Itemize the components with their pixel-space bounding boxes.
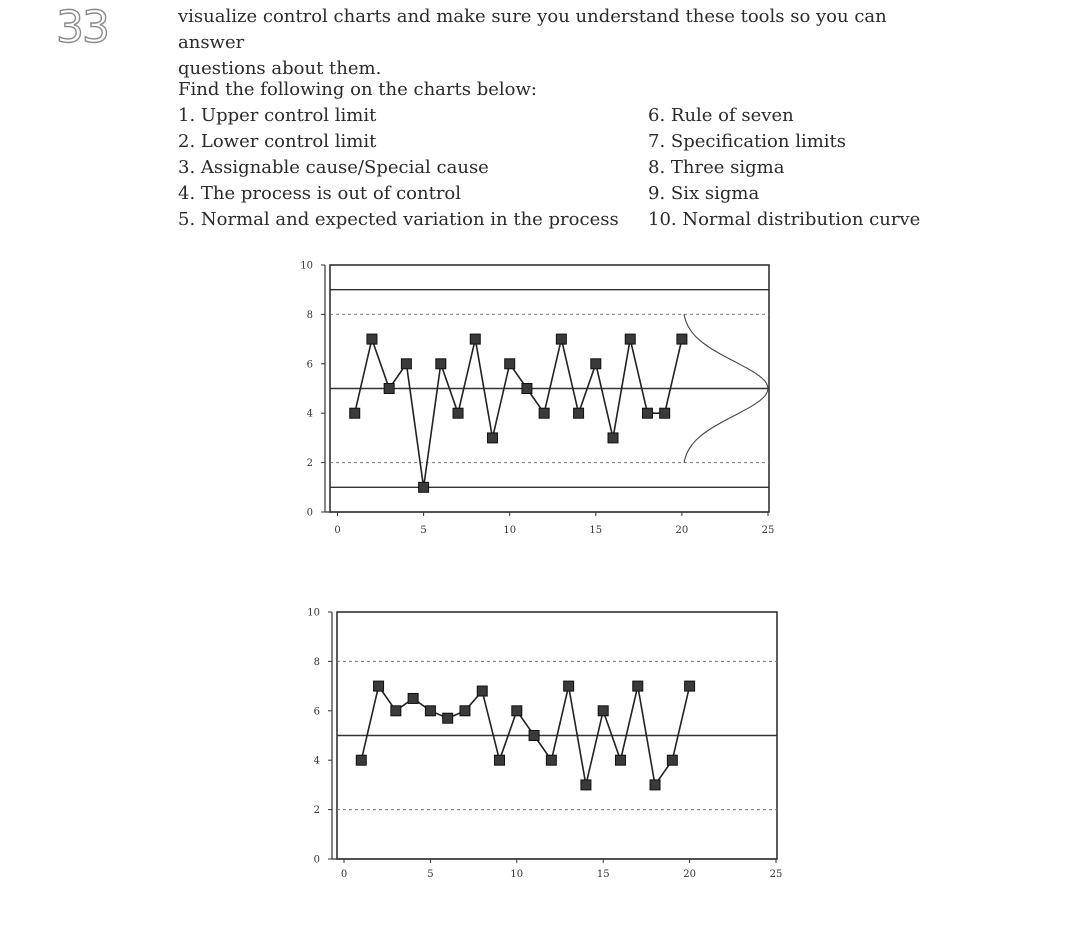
y-tick-label: 2: [313, 805, 320, 817]
data-point: [650, 780, 660, 790]
data-point: [477, 686, 487, 696]
data-point: [408, 693, 418, 703]
data-point: [460, 706, 470, 716]
list-item: 7. Specification limits: [648, 131, 847, 152]
x-tick-label: 0: [334, 525, 341, 536]
intro-line-1: visualize control charts and make sure you understand these tools so you can answer: [178, 6, 887, 53]
data-point: [615, 755, 625, 765]
data-point: [633, 681, 643, 691]
list-item: 2. Lower control limit: [178, 131, 377, 152]
x-tick-label: 20: [675, 525, 689, 536]
list-item: 5. Normal and expected variation in the process: [178, 209, 619, 230]
data-point: [581, 780, 591, 790]
data-point: [512, 706, 522, 716]
x-tick-label: 15: [596, 869, 610, 880]
y-tick-label: 2: [306, 458, 313, 470]
data-point: [443, 713, 453, 723]
y-tick-label: 10: [300, 260, 313, 272]
x-tick-label: 20: [683, 869, 696, 880]
data-point: [546, 755, 556, 765]
x-tick-label: 25: [761, 525, 775, 536]
list-item: 3. Assignable cause/Special cause: [178, 157, 489, 178]
x-tick-label: 5: [420, 525, 427, 536]
data-point: [564, 681, 574, 691]
y-tick-label: 6: [306, 359, 313, 371]
data-point: [374, 681, 384, 691]
intro-line-2: questions about them.: [178, 58, 382, 79]
x-tick-label: 10: [503, 525, 517, 536]
list-item: 4. The process is out of control: [178, 183, 462, 204]
y-tick-label: 4: [306, 408, 313, 420]
list-item: 1. Upper control limit: [178, 105, 377, 126]
data-point: [598, 706, 608, 716]
data-point: [495, 755, 505, 765]
x-tick-label: 0: [340, 869, 348, 880]
y-tick-label: 10: [307, 607, 320, 619]
data-point: [391, 706, 401, 716]
x-tick-label: 5: [427, 869, 434, 880]
y-tick-label: 6: [313, 706, 320, 718]
data-point: [425, 706, 435, 716]
page-number: 33: [56, 2, 108, 53]
data-point: [356, 755, 366, 765]
x-tick-label: 10: [510, 869, 524, 880]
list-item: 9. Six sigma: [648, 183, 760, 204]
data-point: [685, 681, 695, 691]
x-tick-label: 15: [589, 525, 603, 536]
y-tick-label: 8: [306, 309, 313, 321]
list-item: 10. Normal distribution curve: [648, 209, 921, 230]
y-tick-label: 0: [306, 507, 313, 519]
y-tick-label: 0: [313, 854, 320, 866]
x-tick-label: 25: [769, 869, 783, 880]
list-item: 8. Three sigma: [648, 157, 785, 178]
y-tick-label: 8: [313, 656, 320, 668]
find-heading: Find the following on the charts below:: [178, 79, 537, 100]
data-point: [667, 755, 677, 765]
data-point: [529, 731, 539, 741]
y-tick-label: 4: [313, 755, 320, 767]
list-item: 6. Rule of seven: [648, 105, 794, 126]
